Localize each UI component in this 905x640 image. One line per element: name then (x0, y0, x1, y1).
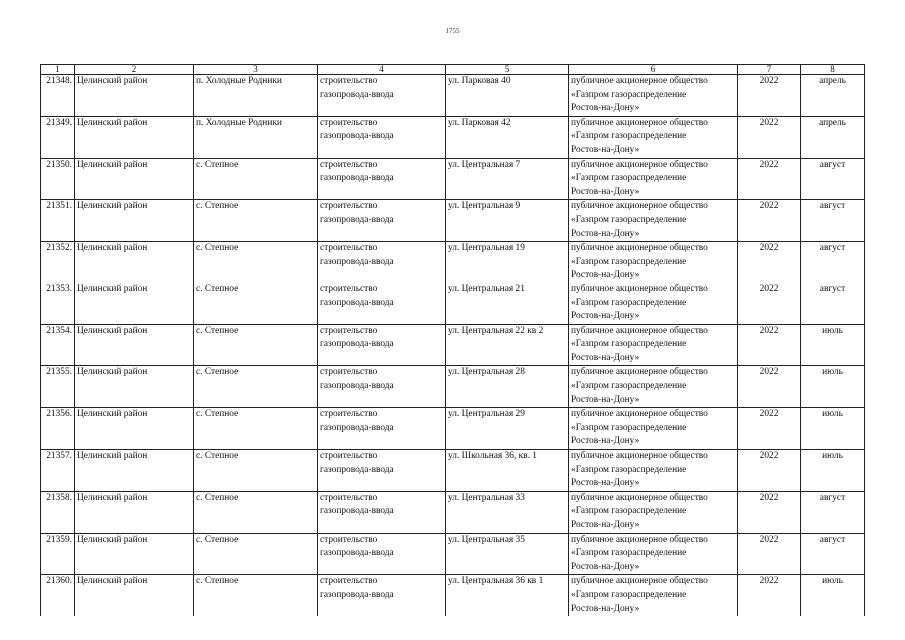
organization-cell (569, 75, 738, 117)
settlement-cell: с. Степное (194, 450, 318, 492)
organization-cell (569, 408, 738, 450)
organization-cell-line: публичное акционерное общество (571, 576, 708, 587)
month-cell: август (801, 533, 865, 575)
work-type-cell-line: строительство (320, 534, 378, 545)
work-type-cell-line: строительство (320, 367, 378, 378)
settlement-cell: с. Степное (194, 408, 318, 450)
settlement-cell: с. Степное (194, 366, 318, 408)
month-cell: август (801, 200, 865, 242)
organization-cell-line: «Газпром газораспределение (571, 589, 687, 600)
work-type-cell-line: строительство (320, 283, 378, 294)
work-type-cell (318, 200, 446, 242)
row-number: 21359. (41, 533, 75, 575)
table-row (41, 324, 865, 366)
work-type-cell (318, 408, 446, 450)
settlement-cell: п. Холодные Родники (194, 116, 318, 158)
table-row (41, 366, 865, 408)
month-cell: июль (801, 450, 865, 492)
year-cell: 2022 (738, 450, 801, 492)
address-cell: ул. Школьная 36, кв. 1 (446, 450, 569, 492)
settlement-cell: п. Холодные Родники (194, 75, 318, 117)
row-number: 21360. (41, 575, 75, 616)
organization-cell-line: «Газпром газораспределение (571, 339, 687, 350)
organization-cell-line: Ростов-на-Дону» (571, 228, 640, 239)
row-number: 21357. (41, 450, 75, 492)
settlement-cell: с. Степное (194, 283, 318, 324)
row-number: 21351. (41, 200, 75, 242)
organization-cell-line: публичное акционерное общество (571, 367, 708, 378)
table-row (41, 408, 865, 450)
row-number: 21356. (41, 408, 75, 450)
year-cell: 2022 (738, 200, 801, 242)
work-type-cell-line: строительство (320, 451, 378, 462)
organization-cell-line: Ростов-на-Дону» (571, 144, 640, 155)
organization-cell-line: «Газпром газораспределение (571, 173, 687, 184)
organization-cell-line: Ростов-на-Дону» (571, 603, 640, 614)
district-cell: Целинский район (75, 408, 194, 450)
district-cell: Целинский район (75, 533, 194, 575)
address-cell: ул. Центральная 7 (446, 158, 569, 200)
work-type-cell (318, 75, 446, 117)
organization-cell-line: Ростов-на-Дону» (571, 520, 640, 530)
row-number: 21349. (41, 116, 75, 158)
work-type-cell-line: газопровода-ввода (320, 297, 394, 308)
organization-cell-line: Ростов-на-Дону» (571, 311, 640, 322)
organization-cell-line: «Газпром газораспределение (571, 89, 687, 100)
year-cell: 2022 (738, 116, 801, 158)
organization-cell-line: Ростов-на-Дону» (571, 186, 640, 197)
organization-cell (569, 450, 738, 492)
month-cell: июль (801, 324, 865, 366)
work-type-cell-line: газопровода-ввода (320, 589, 394, 600)
address-cell: ул. Парковая 42 (446, 116, 569, 158)
row-number: 21352. (41, 242, 75, 283)
work-type-cell (318, 324, 446, 366)
column-header-row (41, 65, 865, 75)
month-cell: август (801, 283, 865, 324)
table-row (41, 491, 865, 533)
work-type-cell-line: газопровода-ввода (320, 548, 394, 559)
organization-cell-line: публичное акционерное общество (571, 117, 708, 128)
district-cell: Целинский район (75, 158, 194, 200)
work-type-cell (318, 242, 446, 283)
work-type-cell-line: строительство (320, 76, 378, 86)
work-type-cell-line: строительство (320, 325, 378, 336)
month-cell: июль (801, 366, 865, 408)
organization-cell (569, 200, 738, 242)
organization-cell-line: Ростов-на-Дону» (571, 270, 640, 281)
organization-cell-line: публичное акционерное общество (571, 243, 708, 254)
district-cell: Целинский район (75, 450, 194, 492)
organization-cell-line: публичное акционерное общество (571, 492, 708, 503)
table-row (41, 450, 865, 492)
settlement-cell: с. Степное (194, 158, 318, 200)
organization-cell (569, 491, 738, 533)
organization-cell (569, 158, 738, 200)
settlement-cell: с. Степное (194, 575, 318, 616)
year-cell: 2022 (738, 158, 801, 200)
column-header: 7 (738, 65, 801, 75)
work-type-cell (318, 116, 446, 158)
organization-cell (569, 366, 738, 408)
work-type-cell-line: строительство (320, 201, 378, 212)
district-cell: Целинский район (75, 242, 194, 283)
work-type-cell (318, 283, 446, 324)
organization-cell-line: Ростов-на-Дону» (571, 478, 640, 489)
table-row (41, 533, 865, 575)
organization-cell-line: публичное акционерное общество (571, 325, 708, 336)
address-cell: ул. Центральная 9 (446, 200, 569, 242)
work-type-cell (318, 366, 446, 408)
work-type-cell-line: строительство (320, 492, 378, 503)
organization-cell (569, 575, 738, 616)
district-cell: Целинский район (75, 116, 194, 158)
organization-cell (569, 533, 738, 575)
work-type-cell-line: газопровода-ввода (320, 422, 394, 433)
row-number: 21355. (41, 366, 75, 408)
table-row (41, 116, 865, 158)
organization-cell-line: публичное акционерное общество (571, 451, 708, 462)
row-number: 21353. (41, 283, 75, 324)
organization-cell (569, 324, 738, 366)
column-header: 3 (194, 65, 318, 75)
settlement-cell: с. Степное (194, 324, 318, 366)
year-cell: 2022 (738, 575, 801, 616)
work-type-cell (318, 533, 446, 575)
table-row (41, 575, 865, 616)
year-cell: 2022 (738, 533, 801, 575)
registry-table (40, 64, 865, 616)
row-number: 21348. (41, 75, 75, 117)
organization-cell (569, 116, 738, 158)
address-cell: ул. Парковая 40 (446, 75, 569, 117)
organization-cell-line: публичное акционерное общество (571, 201, 708, 212)
month-cell: апрель (801, 75, 865, 117)
organization-cell-line: публичное акционерное общество (571, 534, 708, 545)
month-cell: август (801, 242, 865, 283)
year-cell: 2022 (738, 366, 801, 408)
work-type-cell (318, 450, 446, 492)
address-cell: ул. Центральная 36 кв 1 (446, 575, 569, 616)
organization-cell-line: публичное акционерное общество (571, 283, 708, 294)
organization-cell-line: Ростов-на-Дону» (571, 352, 640, 363)
organization-cell (569, 283, 738, 324)
month-cell: август (801, 158, 865, 200)
work-type-cell-line: газопровода-ввода (320, 464, 394, 475)
work-type-cell-line: газопровода-ввода (320, 131, 394, 142)
work-type-cell-line: газопровода-ввода (320, 214, 394, 225)
district-cell: Целинский район (75, 366, 194, 408)
organization-cell-line: «Газпром газораспределение (571, 464, 687, 475)
year-cell: 2022 (738, 242, 801, 283)
district-cell: Целинский район (75, 324, 194, 366)
work-type-cell-line: строительство (320, 243, 378, 254)
organization-cell-line: Ростов-на-Дону» (571, 561, 640, 572)
year-cell: 2022 (738, 75, 801, 117)
row-number: 21354. (41, 324, 75, 366)
month-cell: август (801, 491, 865, 533)
organization-cell-line: публичное акционерное общество (571, 159, 708, 170)
address-cell: ул. Центральная 22 кв 2 (446, 324, 569, 366)
organization-cell-line: Ростов-на-Дону» (571, 103, 640, 114)
organization-cell-line: «Газпром газораспределение (571, 548, 687, 559)
district-cell: Целинский район (75, 575, 194, 616)
month-cell: июль (801, 408, 865, 450)
row-number: 21350. (41, 158, 75, 200)
year-cell: 2022 (738, 408, 801, 450)
address-cell: ул. Центральная 33 (446, 491, 569, 533)
district-cell: Целинский район (75, 200, 194, 242)
work-type-cell-line: газопровода-ввода (320, 339, 394, 350)
row-number: 21358. (41, 491, 75, 533)
table-row (41, 75, 865, 117)
table-row (41, 158, 865, 200)
column-header: 5 (446, 65, 569, 75)
address-cell: ул. Центральная 28 (446, 366, 569, 408)
table-row (41, 242, 865, 283)
work-type-cell-line: строительство (320, 576, 378, 587)
district-cell: Целинский район (75, 283, 194, 324)
organization-cell (569, 242, 738, 283)
organization-cell-line: «Газпром газораспределение (571, 256, 687, 267)
month-cell: июль (801, 575, 865, 616)
table-row (41, 283, 865, 324)
settlement-cell: с. Степное (194, 200, 318, 242)
work-type-cell-line: газопровода-ввода (320, 256, 394, 267)
work-type-cell (318, 575, 446, 616)
organization-cell-line: публичное акционерное общество (571, 76, 708, 86)
address-cell: ул. Центральная 21 (446, 283, 569, 324)
address-cell: ул. Центральная 35 (446, 533, 569, 575)
organization-cell-line: «Газпром газораспределение (571, 381, 687, 392)
month-cell: апрель (801, 116, 865, 158)
organization-cell-line: Ростов-на-Дону» (571, 394, 640, 405)
work-type-cell-line: строительство (320, 159, 378, 170)
column-header: 1 (41, 65, 75, 75)
organization-cell-line: «Газпром газораспределение (571, 297, 687, 308)
year-cell: 2022 (738, 324, 801, 366)
organization-cell-line: «Газпром газораспределение (571, 506, 687, 517)
column-header: 6 (569, 65, 738, 75)
year-cell: 2022 (738, 283, 801, 324)
organization-cell-line: «Газпром газораспределение (571, 131, 687, 142)
settlement-cell: с. Степное (194, 242, 318, 283)
organization-cell-line: «Газпром газораспределение (571, 214, 687, 225)
work-type-cell-line: строительство (320, 117, 378, 128)
settlement-cell: с. Степное (194, 491, 318, 533)
organization-cell-line: публичное акционерное общество (571, 409, 708, 420)
page-number: 1755 (445, 27, 460, 35)
table-row (41, 200, 865, 242)
work-type-cell-line: газопровода-ввода (320, 506, 394, 517)
settlement-cell: с. Степное (194, 533, 318, 575)
district-cell: Целинский район (75, 491, 194, 533)
work-type-cell-line: газопровода-ввода (320, 89, 394, 100)
work-type-cell-line: газопровода-ввода (320, 173, 394, 184)
column-header: 2 (75, 65, 194, 75)
work-type-cell-line: газопровода-ввода (320, 381, 394, 392)
work-type-cell (318, 491, 446, 533)
year-cell: 2022 (738, 491, 801, 533)
district-cell: Целинский район (75, 75, 194, 117)
column-header: 4 (318, 65, 446, 75)
organization-cell-line: «Газпром газораспределение (571, 422, 687, 433)
work-type-cell-line: строительство (320, 409, 378, 420)
address-cell: ул. Центральная 19 (446, 242, 569, 283)
address-cell: ул. Центральная 29 (446, 408, 569, 450)
column-header: 8 (801, 65, 865, 75)
work-type-cell (318, 158, 446, 200)
organization-cell-line: Ростов-на-Дону» (571, 436, 640, 447)
